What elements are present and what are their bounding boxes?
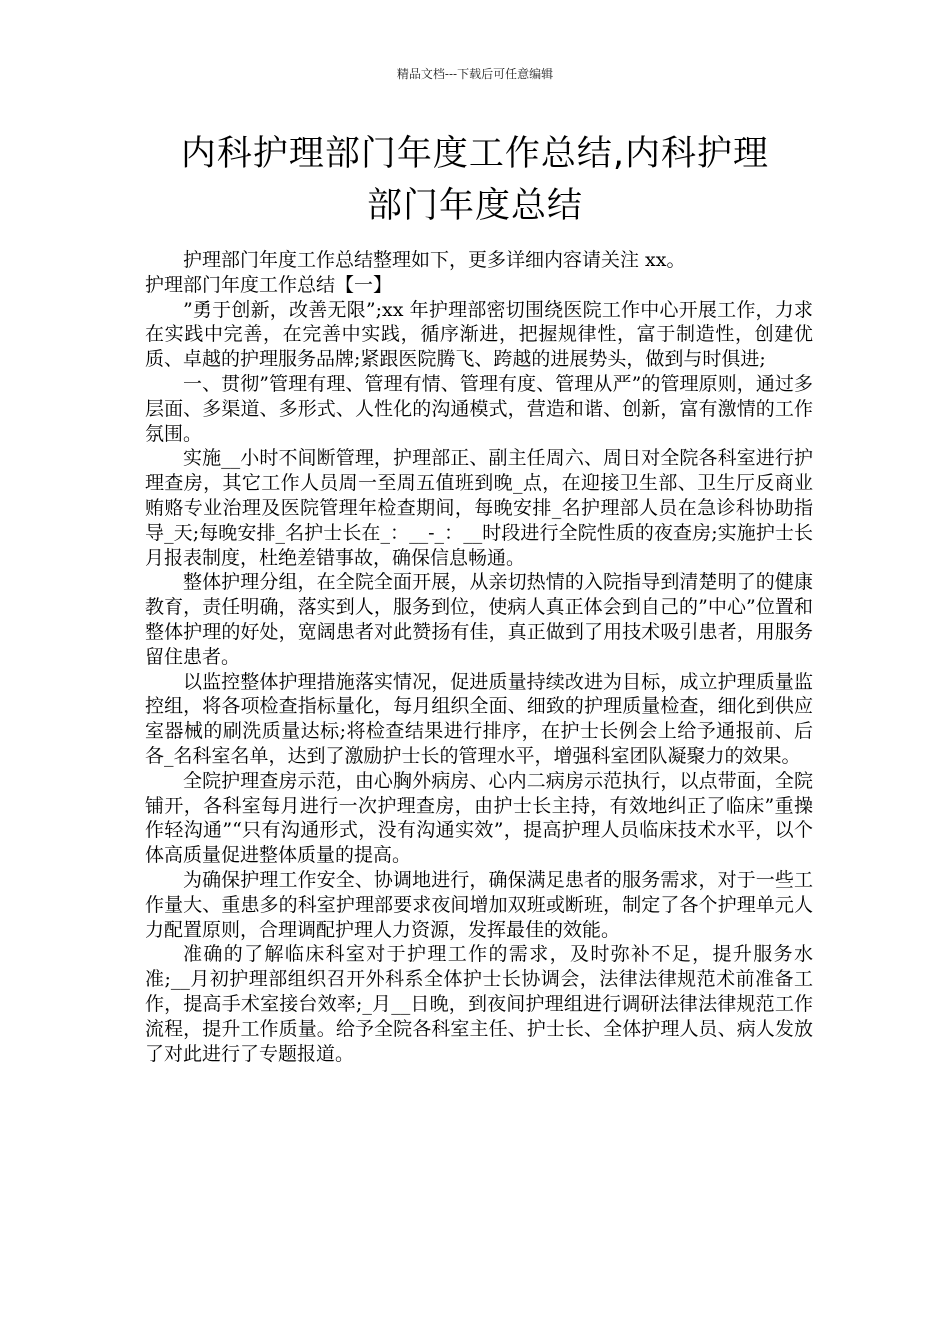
body-paragraph: ”勇于创新，改善无限”;xx 年护理部密切围绕医院工作中心开展工作，力求在实践中完善，在完善中实践，循序渐进，把握规律性，富于制造性，创建优质、卓越的护理服务品牌;紧跟医院腾飞、跨越的进展势头，做到与时俱进;	[145, 298, 813, 371]
document-body	[145, 248, 813, 1066]
body-paragraph: 全院护理查房示范，由心胸外病房、心内二病房示范执行，以点带面，全院铺开，各科室每月进行一次护理查房，由护士长主持，有效地纠正了临床”重操作轻沟通”“只有沟通形式，没有沟通实效”，提高护理人员临床技术水平，以个体高质量促进整体质量的提高。	[145, 769, 813, 867]
title-line-1: 内科护理部门年度工作总结,内科护理	[180, 134, 770, 174]
body-paragraph: 准确的了解临床科室对于护理工作的需求，及时弥补不足，提升服务水准;__月初护理部组织召开外科系全体护士长协调会，法律法律规范术前准备工作，提高手术室接台效率;_月__日晚，到夜间护理组进行调研法律法律规范工作流程，提升工作质量。给予全院各科室主任、护士长、全体护理人员、病人发放了对此进行了专题报道。	[145, 943, 813, 1065]
section-heading: 护理部门年度工作总结【一】	[145, 273, 393, 296]
body-paragraph: 以监控整体护理措施落实情况，促进质量持续改进为目标，成立护理质量监控组，将各项检查指标量化，每月组织全面、细致的护理质量检查，细化到供应室器械的刷洗质量达标;将检查结果进行排序，在护士长例会上给予通报前、后各_名科室名单，达到了激励护士长的管理水平，增强科室团队凝聚力的效果。	[145, 670, 813, 767]
body-paragraph: 为确保护理工作安全、协调地进行，确保满足患者的服务需求，对于一些工作量大、重患多的科室护理部要求夜间增加双班或断班，制定了各个护理单元人力配置原则，合理调配护理人力资源，发挥最佳的效能。	[145, 868, 813, 941]
intro-paragraph: 护理部门年度工作总结整理如下，更多详细内容请关注 xx。	[183, 249, 686, 271]
header-note: 精品文档---下载后可任意编辑	[396, 67, 554, 81]
body-paragraph: 一、贯彻”管理有理、管理有情、管理有度、管理从严”的管理原则，通过多层面、多渠道、多形式、人性化的沟通模式，营造和谐、创新，富有激情的工作氛围。	[145, 372, 813, 445]
title-line-2: 部门年度总结	[366, 186, 583, 226]
body-paragraph: 实施__小时不间断管理，护理部正、副主任周六、周日对全院各科室进行护理查房，其它工作人员周一至周五值班到晚_点，在迎接卫生部、卫生厅反商业贿赂专业治理及医院管理年检查期间，每晚安排_名护理部人员在急诊科协助指导_天;每晚安排_名护士长在_：__-_：__时段进行全院性质的夜查房;实施护士长月报表制度，杜绝差错事故，确保信息畅通。	[145, 447, 813, 569]
body-paragraph: 整体护理分组，在全院全面开展，从亲切热情的入院指导到清楚明了的健康教育，责任明确，落实到人，服务到位，使病人真正体会到自己的”中心”位置和整体护理的好处，宽阔患者对此赞扬有佳，真正做到了用技术吸引患者，用服务留住患者。	[145, 571, 813, 668]
document-title	[120, 128, 830, 232]
